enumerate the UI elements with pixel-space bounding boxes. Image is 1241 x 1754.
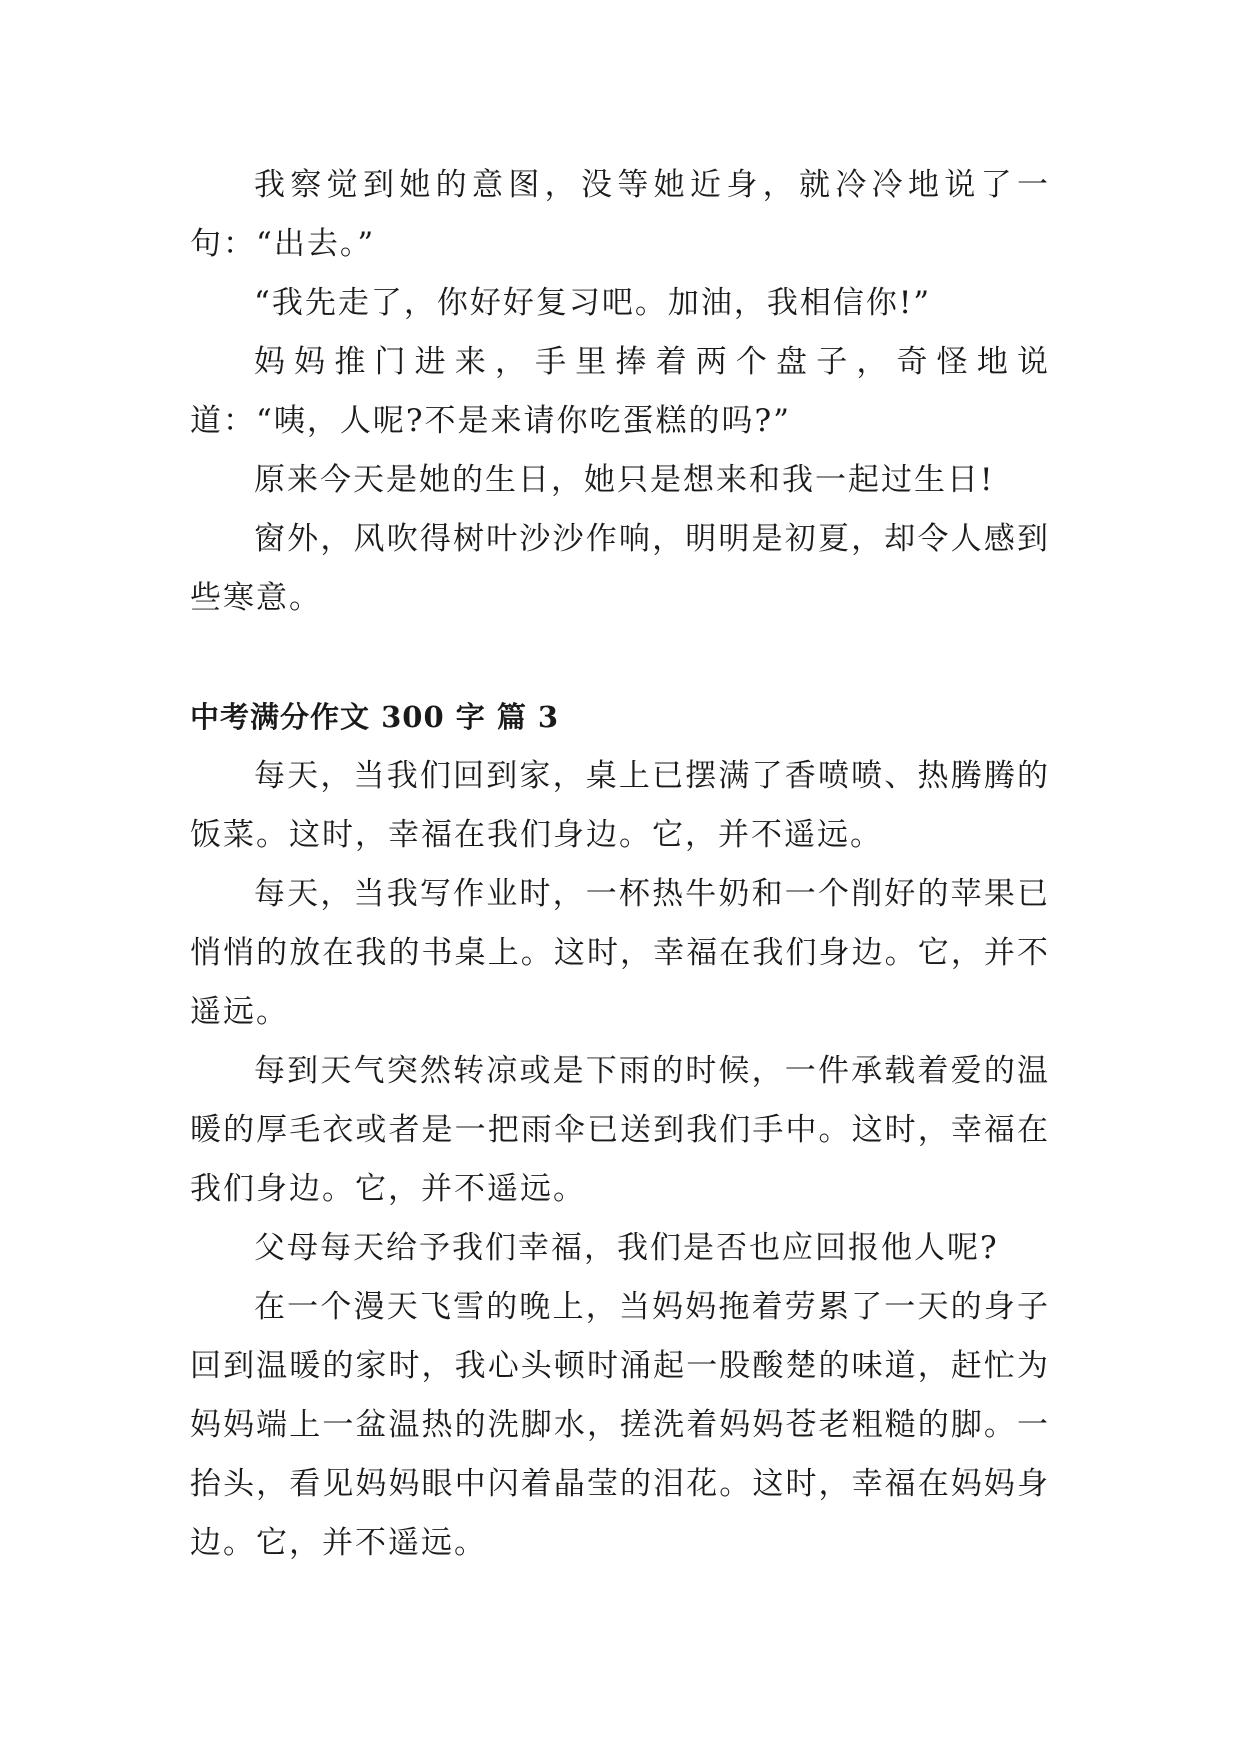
paragraph: 每天，当我写作业时，一杯热牛奶和一个削好的苹果已悄悄的放在我的书桌上。这时，幸福在我们身边。它，并不遥远。 bbox=[190, 876, 1050, 1030]
section-heading: 中考满分作文 300 字 篇 3 bbox=[190, 700, 560, 734]
paragraph: 原来今天是她的生日，她只是想来和我一起过生日! bbox=[254, 462, 995, 498]
paragraph: 窗外，风吹得树叶沙沙作响，明明是初夏，却令人感到些寒意。 bbox=[190, 521, 1050, 616]
paragraph: 每天，当我们回到家，桌上已摆满了香喷喷、热腾腾的饭菜。这时，幸福在我们身边。它，并不遥远。 bbox=[190, 758, 1050, 853]
paragraph: “我先走了，你好好复习吧。加油，我相信你!” bbox=[254, 285, 932, 321]
paragraph: 我察觉到她的意图，没等她近身，就冷冷地说了一句：“出去。” bbox=[190, 167, 1050, 262]
paragraph: 在一个漫天飞雪的晚上，当妈妈拖着劳累了一天的身子回到温暖的家时，我心头顿时涌起一股酸楚的味道，赶忙为妈妈端上一盆温热的洗脚水，搓洗着妈妈苍老粗糙的脚。一抬头，看见妈妈眼中闪着晶莹的泪花。这时，幸福在妈妈身边。它，并不遥远。 bbox=[190, 1289, 1050, 1561]
document-page bbox=[190, 156, 1050, 1573]
paragraph: 妈妈推门进来，手里捧着两个盘子，奇怪地说道：“咦，人呢?不是来请你吃蛋糕的吗?” bbox=[190, 344, 1050, 439]
paragraph: 父母每天给予我们幸福，我们是否也应回报他人呢? bbox=[254, 1230, 999, 1266]
paragraph: 每到天气突然转凉或是下雨的时候，一件承载着爱的温暖的厚毛衣或者是一把雨伞已送到我们手中。这时，幸福在我们身边。它，并不遥远。 bbox=[190, 1053, 1050, 1207]
